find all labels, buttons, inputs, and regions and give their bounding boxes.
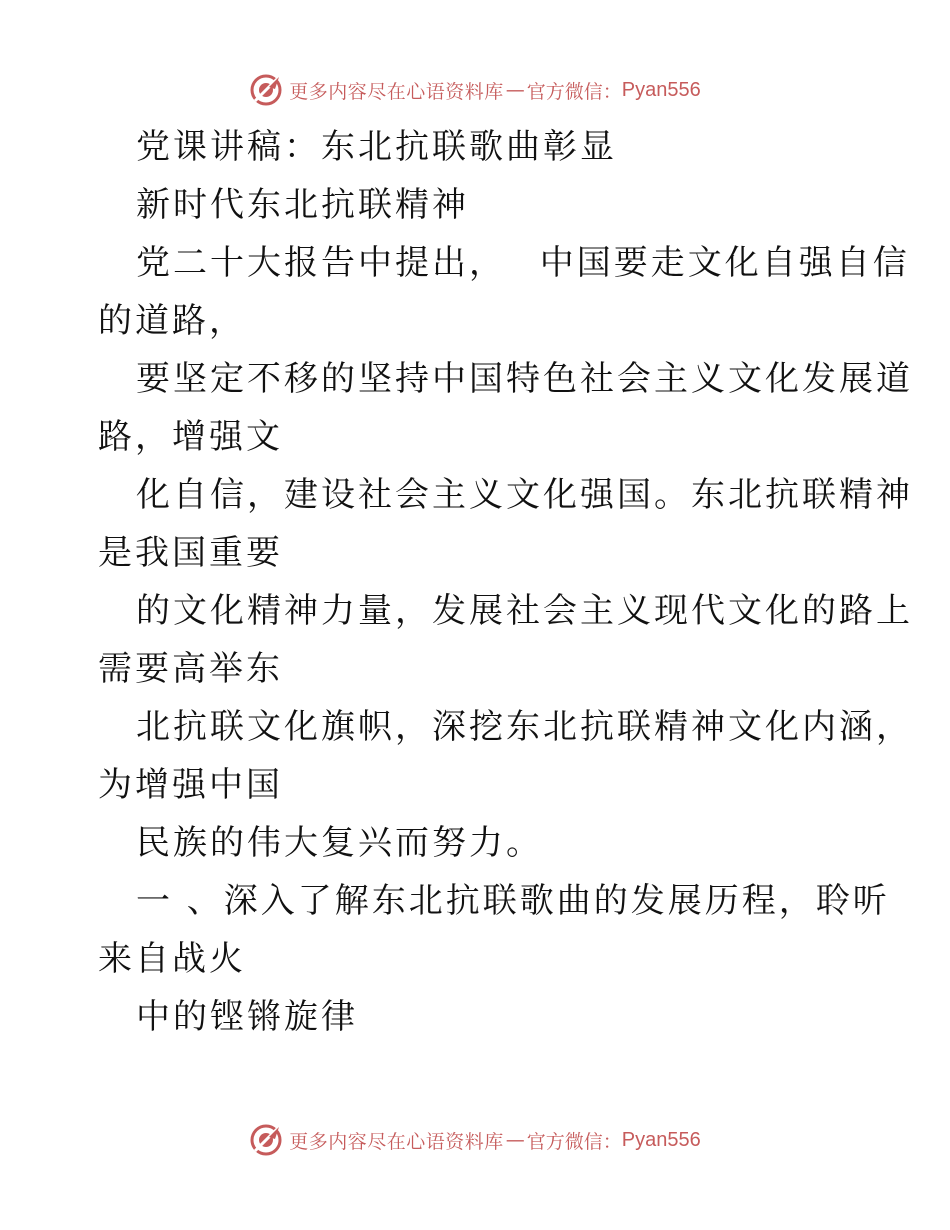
header-wechat-label: 官方微信： xyxy=(526,80,622,103)
doc-line-6: 路，增强文 xyxy=(98,417,283,457)
doc-line-10: 需要高举东 xyxy=(98,649,283,689)
header-wechat-id: Pyan556 xyxy=(621,78,701,101)
doc-line-2: 新时代东北抗联精神 xyxy=(136,185,469,225)
footer-banner xyxy=(0,1120,950,1160)
footer-banner-text: 更多内容尽在心语资料库 xyxy=(289,1130,504,1153)
header-banner xyxy=(0,70,950,110)
doc-line-9: 的文化精神力量，发展社会主义现代文化的路上 xyxy=(136,591,913,631)
doc-line-1: 党课讲稿：东北抗联歌曲彰显 xyxy=(136,127,617,167)
doc-line-11: 北抗联文化旗帜，深挖东北抗联精神文化内涵， xyxy=(136,707,913,747)
brand-logo-icon xyxy=(249,73,283,107)
doc-line-16: 中的铿锵旋律 xyxy=(136,997,358,1037)
brand-logo-icon xyxy=(249,1123,283,1157)
doc-line-4: 的道路， xyxy=(98,301,246,341)
doc-line-12: 为增强中国 xyxy=(98,765,283,805)
doc-line-14: 一 、深入了解东北抗联歌曲的发展历程，聆听 xyxy=(136,881,890,921)
doc-line-7: 化自信，建设社会主义文化强国。东北抗联精神 xyxy=(136,475,913,515)
doc-line-13: 民族的伟大复兴而努力。 xyxy=(136,823,543,863)
doc-line-5: 要坚定不移的坚持中国特色社会主义文化发展道 xyxy=(136,359,913,399)
header-banner-separator: — xyxy=(505,79,525,101)
header-banner-text: 更多内容尽在心语资料库 xyxy=(289,80,504,103)
document-body xyxy=(98,118,913,1046)
footer-banner-separator: — xyxy=(505,1129,525,1151)
footer-wechat-id: Pyan556 xyxy=(621,1128,701,1151)
doc-line-8: 是我国重要 xyxy=(98,533,283,573)
footer-wechat-label: 官方微信： xyxy=(526,1130,622,1153)
doc-line-3: 党二十大报告中提出， 中国要走文化自强自信 xyxy=(136,243,910,283)
doc-line-15: 来自战火 xyxy=(98,939,246,979)
